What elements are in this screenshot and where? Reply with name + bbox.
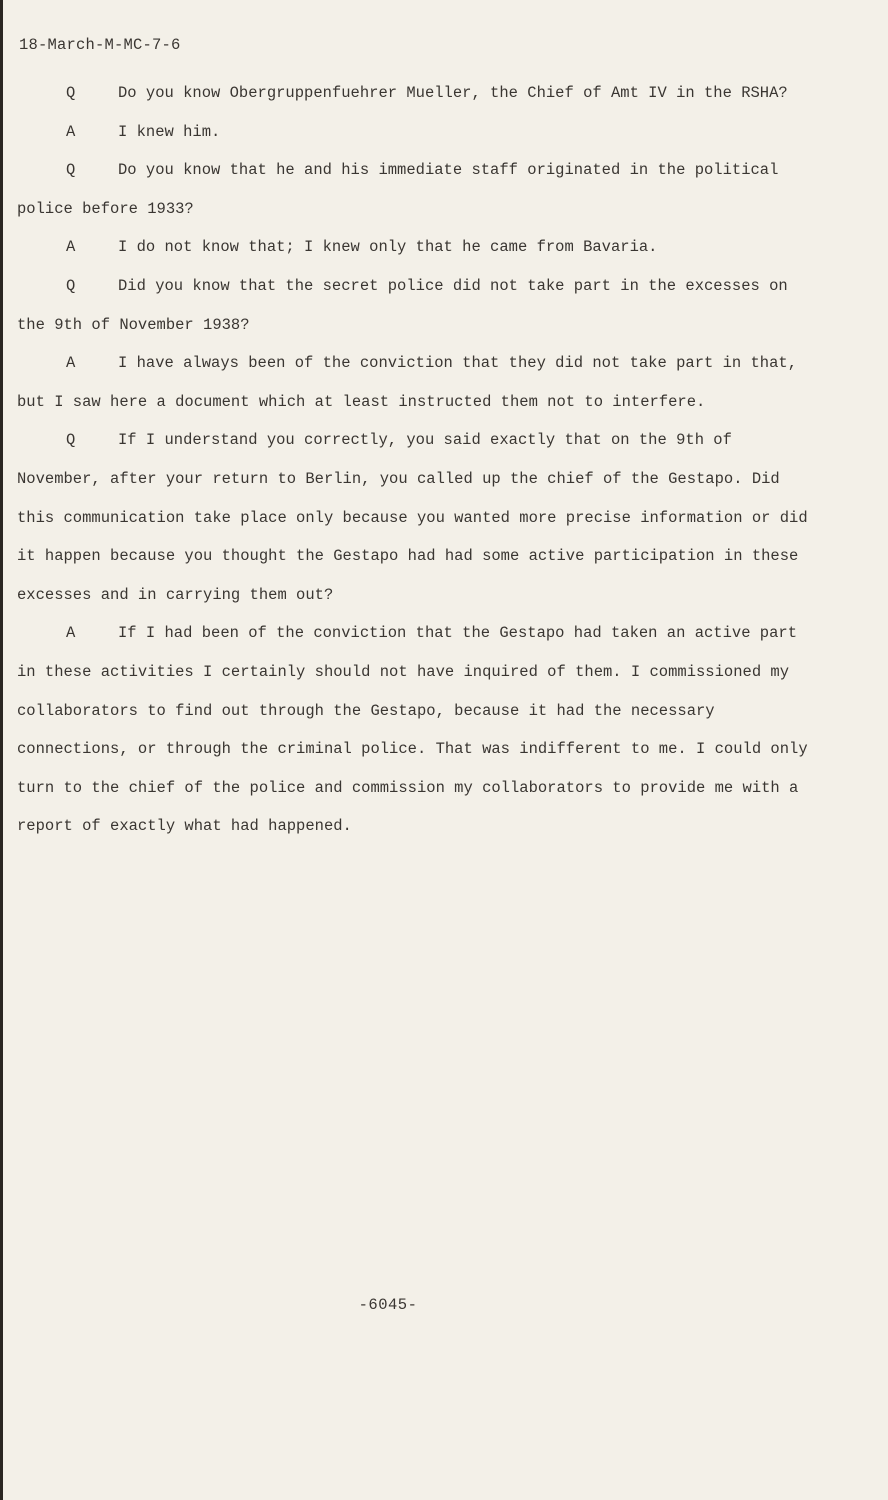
exchange-3 <box>17 151 817 228</box>
exchange-text: Do you know Obergruppenfuehrer Mueller, the Chief of Amt IV in the RSHA? <box>118 84 788 102</box>
speaker-label: A <box>66 238 76 257</box>
speaker-label: Q <box>66 431 76 450</box>
speaker-label: Q <box>66 84 76 102</box>
exchange-text: I do not know that; I knew only that he came from Bavaria. <box>118 238 658 257</box>
exchange-text: I have always been of the conviction that they did not take part in that, but I saw here a document which at least instructed them not to interfere. <box>17 354 798 411</box>
document-header: 18-March-M-MC-7-6 <box>19 36 181 54</box>
speaker-label: A <box>66 624 76 643</box>
page-number: -6045- <box>358 1296 418 1314</box>
exchange-1 <box>17 74 817 113</box>
exchange-8 <box>17 614 817 846</box>
exchange-2 <box>17 113 817 152</box>
exchange-text: Do you know that he and his immediate staff originated in the political police before 1933? <box>17 161 779 218</box>
exchange-text: If I understand you correctly, you said exactly that on the 9th of November, after your return to Berlin, you called up the chief of the Gestapo. Did this communication take place only because you wanted more precise information or did it happen because you thought the Gestapo had had some active participation in these excesses and in carrying them out? <box>17 431 808 604</box>
exchange-text: I knew him. <box>118 122 221 141</box>
exchange-4 <box>17 228 817 267</box>
exchange-7 <box>17 421 817 614</box>
speaker-label: A <box>66 354 76 373</box>
speaker-label: Q <box>66 161 76 180</box>
exchange-text: If I had been of the conviction that the Gestapo had taken an active part in these activities I certainly should not have inquired of them. I commissioned my collaborators to find out through the Gestapo, because it had the necessary connections, or through the criminal police. That was indifferent to me. I could only turn to the chief of the police and commission my collaborators to provide me with a report of exactly what had happened. <box>17 624 808 836</box>
exchange-text: Did you know that the secret police did not take part in the excesses on the 9th of November 1938? <box>17 276 788 334</box>
exchange-6 <box>17 344 817 421</box>
speaker-label: A <box>66 122 76 141</box>
speaker-label: Q <box>66 276 76 295</box>
exchange-5 <box>17 267 817 344</box>
transcript-body <box>17 74 817 846</box>
